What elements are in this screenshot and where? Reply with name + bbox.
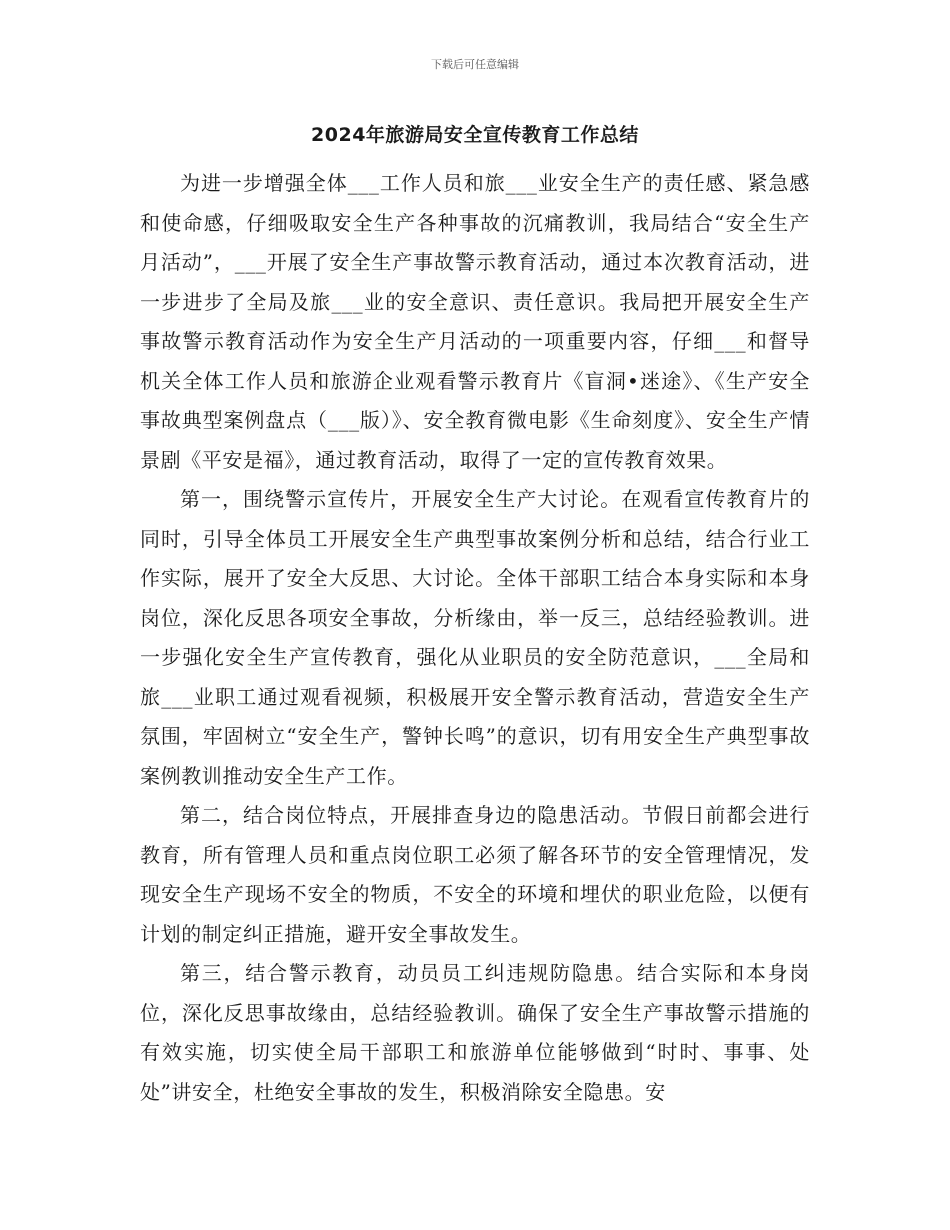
paragraph-second: 第二，结合岗位特点，开展排查身边的隐患活动。节假日前都会进行教育，所有管理人员和重点岗位职工必须了解各环节的安全管理情况，发现安全生产现场不安全的物质，不安全的环境和埋伏的职业危险，以便有计划的制定纠正措施，避开安全事故发生。 [140, 803, 810, 946]
document-body [140, 164, 810, 1112]
header-note: 下载后可任意编辑 [431, 58, 519, 71]
document-title: 2024年旅游局安全宣传教育工作总结 [311, 124, 639, 146]
paragraph-intro: 为进一步增强全体___工作人员和旅___业安全生产的责任感、紧急感和使命感，仔细吸取安全生产各种事故的沉痛教训，我局结合“安全生产月活动”，___开展了安全生产事故警示教育活动，通过本次教育活动，进一步进步了全局及旅___业的安全意识、责任意识。我局把开展安全生产事故警示教育活动作为安全生产月活动的一项重要内容，仔细___和督导机关全体工作人员和旅游企业观看警示教育片《盲洞•迷途》、《生产安全事故典型案例盘点（___版）》、安全教育微电影《生命刻度》、安全生产情景剧《平安是福》，通过教育活动，取得了一定的宣传教育效果。 [140, 171, 810, 472]
paragraph-first: 第一，围绕警示宣传片，开展安全生产大讨论。在观看宣传教育片的同时，引导全体员工开展安全生产典型事故案例分析和总结，结合行业工作实际，展开了安全大反思、大讨论。全体干部职工结合本身实际和本身岗位，深化反思各项安全事故，分析缘由，举一反三，总结经验教训。进一步强化安全生产宣传教育，强化从业职员的安全防范意识，___全局和旅___业职工通过观看视频，积极展开安全警示教育活动，营造安全生产氛围，牢固树立“安全生产，警钟长鸣”的意识，切有用安全生产典型事故案例教训推动安全生产工作。 [140, 487, 810, 788]
paragraph-third: 第三，结合警示教育，动员员工纠违规防隐患。结合实际和本身岗位，深化反思事故缘由，总结经验教训。确保了安全生产事故警示措施的有效实施，切实使全局干部职工和旅游单位能够做到“时时、事事、处处”讲安全，杜绝安全事故的发生，积极消除安全隐患。安 [140, 961, 810, 1104]
